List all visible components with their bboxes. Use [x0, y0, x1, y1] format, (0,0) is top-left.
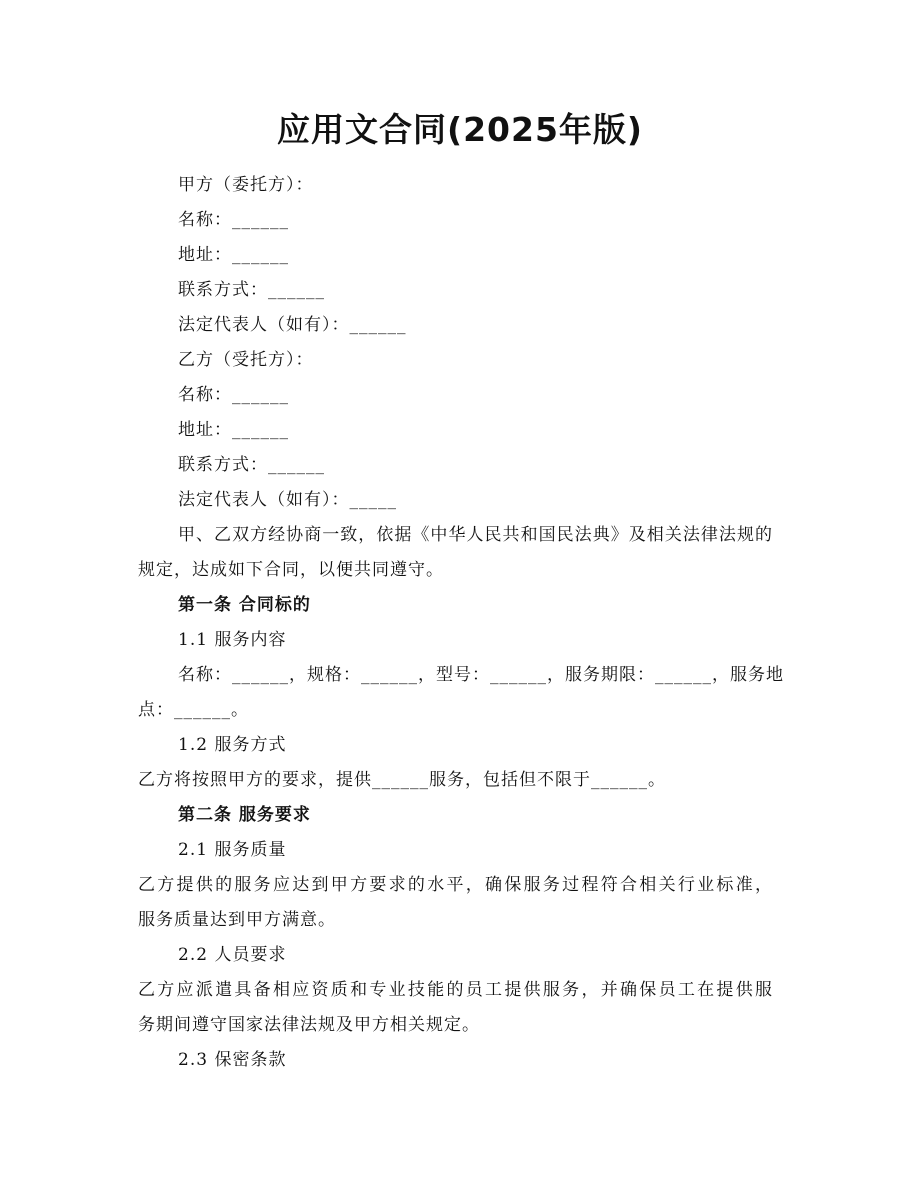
section-1-1-title: 1.1 服务内容: [178, 630, 287, 650]
section-2-2-line-1: 乙方应派遣具备相应资质和专业技能的员工提供服务，并确保员工在提供服: [138, 980, 773, 1000]
preamble-line-2: 规定，达成如下合同，以便共同遵守。: [138, 560, 444, 580]
section-1-2-line-1: 乙方将按照甲方的要求，提供______服务，包括但不限于______。: [138, 770, 666, 790]
party-a-name: 名称：______: [178, 210, 289, 230]
section-2-1-line-1: 乙方提供的服务应达到甲方要求的水平，确保服务过程符合相关行业标准，: [138, 875, 773, 895]
section-1-1-line-2: 点：______。: [138, 700, 249, 720]
party-b-heading: 乙方（受托方）：: [178, 350, 314, 370]
party-b-address: 地址：______: [178, 420, 289, 440]
preamble-line-1: 甲、乙双方经协商一致，依据《中华人民共和国民法典》及相关法律法规的: [178, 525, 773, 545]
party-b-legal-rep: 法定代表人（如有）：_____: [178, 490, 397, 510]
section-1-1-line-1: 名称：______，规格：______，型号：______，服务期限：______，服务地: [178, 665, 784, 685]
section-2-2-line-2: 务期间遵守国家法律法规及甲方相关规定。: [138, 1015, 480, 1035]
party-a-heading: 甲方（委托方）：: [178, 175, 314, 195]
article-2-heading: 第二条 服务要求: [178, 805, 311, 825]
party-a-legal-rep: 法定代表人（如有）：______: [178, 315, 407, 335]
party-b-name: 名称：______: [178, 385, 289, 405]
document-title: 应用文合同(2025年版): [276, 110, 643, 149]
section-2-3-title: 2.3 保密条款: [178, 1050, 287, 1070]
article-1-heading: 第一条 合同标的: [178, 595, 311, 615]
section-1-2-title: 1.2 服务方式: [178, 735, 287, 755]
party-a-contact: 联系方式：______: [178, 280, 325, 300]
section-2-2-title: 2.2 人员要求: [178, 945, 287, 965]
section-2-1-title: 2.1 服务质量: [178, 840, 287, 860]
party-a-address: 地址：______: [178, 245, 289, 265]
section-2-1-line-2: 服务质量达到甲方满意。: [138, 910, 336, 930]
party-b-contact: 联系方式：______: [178, 455, 325, 475]
